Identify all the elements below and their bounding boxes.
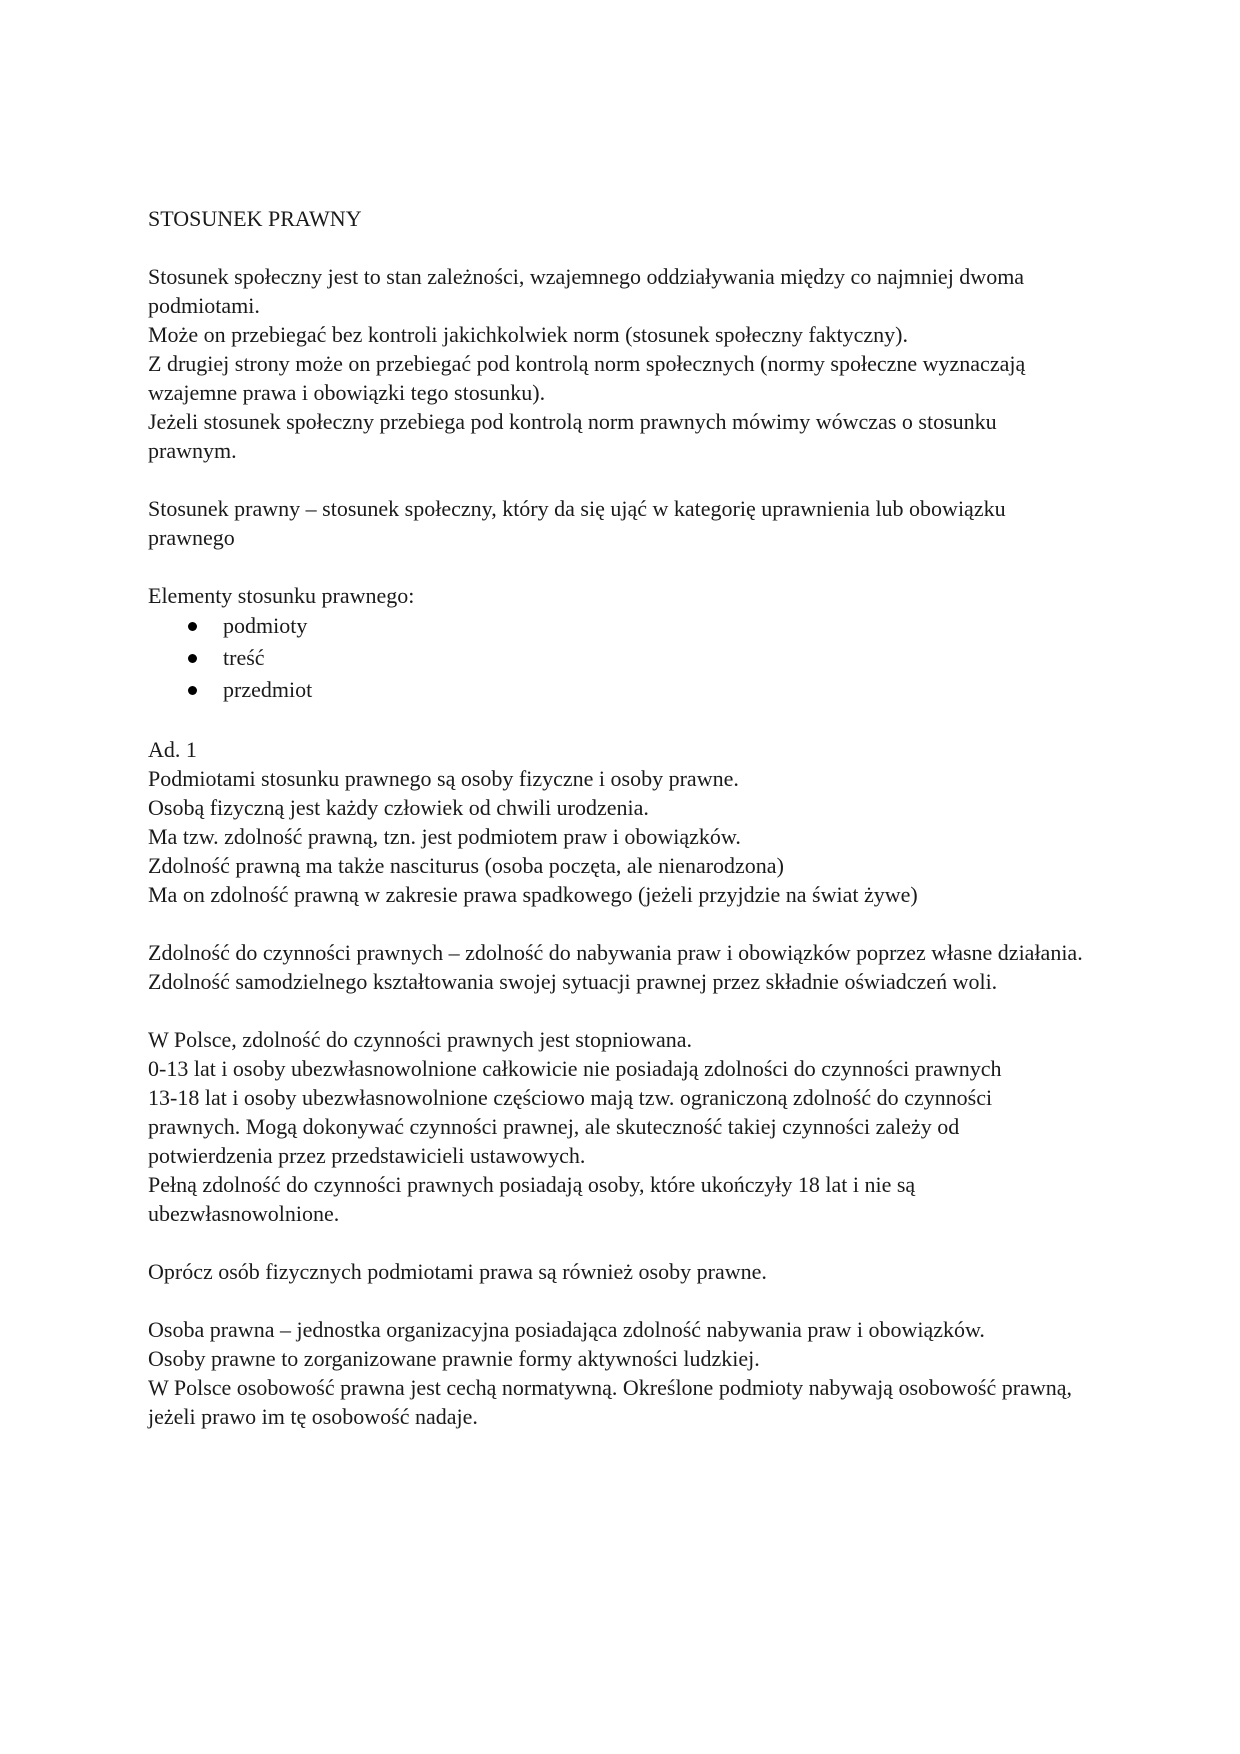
section-poland (148, 1025, 1088, 1228)
paragraph: Stosunek prawny – stosunek społeczny, który da się ująć w kategorię uprawnienia lub obowiązku prawnego (148, 496, 1006, 550)
list-item-label: podmioty (223, 613, 308, 638)
paragraph: Osobą fizyczną jest każdy człowiek od chwili urodzenia. (148, 795, 649, 820)
paragraph: Zdolność samodzielnego kształtowania swojej sytuacji prawnej przez składnie oświadczeń woli. (148, 969, 998, 994)
list-item-label: treść (223, 645, 265, 670)
elements-list (148, 610, 1088, 706)
section-intro (148, 262, 1088, 465)
list-heading: Elementy stosunku prawnego: (148, 583, 415, 608)
bullet-icon (188, 686, 197, 695)
paragraph: Oprócz osób fizycznych podmiotami prawa są również osoby prawne. (148, 1259, 767, 1284)
paragraph: Ma tzw. zdolność prawną, tzn. jest podmiotem praw i obowiązków. (148, 824, 741, 849)
paragraph: Jeżeli stosunek społeczny przebiega pod kontrolą norm prawnych mówimy wówczas o stosunku prawnym. (148, 409, 997, 463)
section-capacity (148, 938, 1088, 996)
list-item (148, 642, 1088, 674)
bullet-icon (188, 622, 197, 631)
paragraph: Może on przebiegać bez kontroli jakichkolwiek norm (stosunek społeczny faktyczny). (148, 322, 908, 347)
section-definition (148, 494, 1088, 552)
list-item (148, 610, 1088, 642)
paragraph: 13-18 lat i osoby ubezwłasnowolnione częściowo mają tzw. ograniczoną zdolność do czynności prawnych. Mogą dokonywać czynności prawnej, ale skuteczność takiej czynności zależy od potwierdzenia przez przedstawicieli ustawowych. (148, 1085, 993, 1168)
paragraph: Stosunek społeczny jest to stan zależności, wzajemnego oddziaływania między co najmniej dwoma podmiotami. (148, 264, 1025, 318)
paragraph: Ma on zdolność prawną w zakresie prawa spadkowego (jeżeli przyjdzie na świat żywe) (148, 882, 918, 907)
bullet-icon (188, 654, 197, 663)
section-legal-persons (148, 1257, 1088, 1286)
title-block (148, 204, 1088, 233)
paragraph: Zdolność prawną ma także nasciturus (osoba poczęta, ale nienarodzona) (148, 853, 784, 878)
paragraph: 0-13 lat i osoby ubezwłasnowolnione całkowicie nie posiadają zdolności do czynności prawnych (148, 1056, 1002, 1081)
paragraph: Zdolność do czynności prawnych – zdolność do nabywania praw i obowiązków poprzez własne działania. (148, 940, 1083, 965)
paragraph: Pełną zdolność do czynności prawnych posiadają osoby, które ukończyły 18 lat i nie są ubezwłasnowolnione. (148, 1172, 916, 1226)
paragraph: Osoby prawne to zorganizowane prawnie formy aktywności ludzkiej. (148, 1346, 760, 1371)
list-item-label: przedmiot (223, 677, 313, 702)
paragraph: Ad. 1 (148, 737, 197, 762)
paragraph: Z drugiej strony może on przebiegać pod kontrolą norm społecznych (normy społeczne wyznaczają wzajemne prawa i obowiązki tego stosunku). (148, 351, 1026, 405)
paragraph: W Polsce, zdolność do czynności prawnych jest stopniowana. (148, 1027, 692, 1052)
paragraph: Osoba prawna – jednostka organizacyjna posiadająca zdolność nabywania praw i obowiązków. (148, 1317, 985, 1342)
section-legal-person-definition (148, 1315, 1088, 1431)
section-ad1 (148, 735, 1088, 909)
document-page (148, 204, 1088, 1460)
paragraph: Podmiotami stosunku prawnego są osoby fizyczne i osoby prawne. (148, 766, 739, 791)
document-title: STOSUNEK PRAWNY (148, 206, 362, 231)
paragraph: W Polsce osobowość prawna jest cechą normatywną. Określone podmioty nabywają osobowość prawną, jeżeli prawo im tę osobowość nadaje. (148, 1375, 1072, 1429)
list-item (148, 674, 1088, 706)
